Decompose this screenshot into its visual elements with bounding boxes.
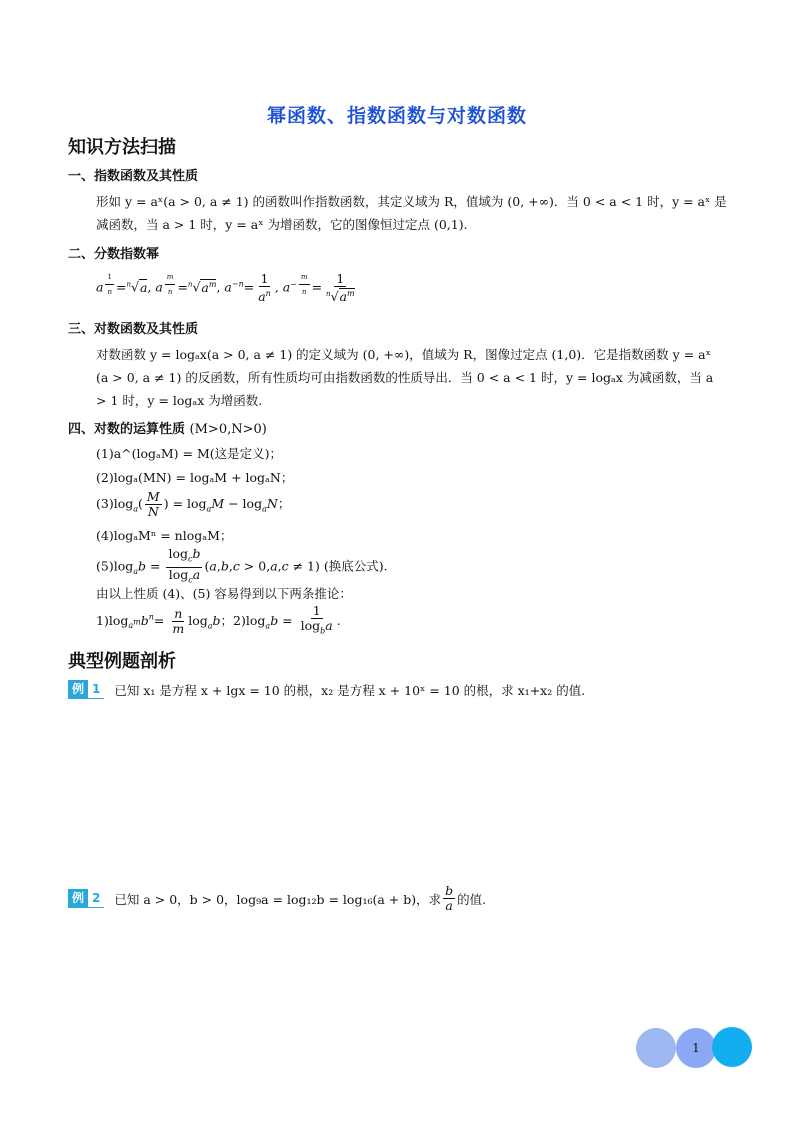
page-decor-circle-left xyxy=(636,1028,676,1068)
log-rule-5: $(5)\log_ab$ = $\frac{\log_cb}{\log_ca}$ (a,b,c > 0,a,c ≠ 1) (换底公式). xyxy=(96,546,388,584)
exponential-line-1: 形如 y = aˣ(a > 0, a ≠ 1) 的函数叫作指数函数，其定义域为 R，值域为 (0, +∞)．当 0 < a < 1 时，y = aˣ 是 xyxy=(96,194,727,209)
example-2 xyxy=(68,884,486,913)
log-rule-2: (2)logₐ(MN) = logₐM + logₐN； xyxy=(96,470,294,485)
page-number: 1 xyxy=(692,1041,700,1055)
example-2-tag xyxy=(68,889,104,908)
logarithm-line-3: > 1 时，y = logₐx 为增函数. xyxy=(96,393,263,408)
log-rule-1: (1)a^(logₐM) = M(这是定义)； xyxy=(96,446,283,461)
exponential-line-2: 减函数，当 a > 1 时，y = aˣ 为增函数，它的图像恒过定点 (0,1). xyxy=(96,217,468,232)
example-2-number: 2 xyxy=(92,891,101,905)
heading-exponential: 一、指数函数及其性质 xyxy=(68,169,199,184)
page-decor-circle-right xyxy=(712,1027,752,1067)
example-1-word: 例 xyxy=(68,680,88,698)
example-2-text-pre: 已知 a > 0，b > 0，log₉a = log₁₂b = log₁₆(a + b)，求 xyxy=(114,891,442,907)
example-1-tag xyxy=(68,680,104,699)
log-rule-4: (4)logₐMⁿ = nlogₐM； xyxy=(96,528,233,543)
example-1 xyxy=(68,680,585,699)
page-title: 幂函数、指数函数与对数函数 xyxy=(266,105,527,127)
example-1-number: 1 xyxy=(92,682,101,696)
heading-fraction-exponent: 二、分数指数幂 xyxy=(68,247,160,262)
log-rules-condition: (M>0,N>0) xyxy=(189,422,267,437)
logarithm-line-1: 对数函数 y = logₐx(a > 0, a ≠ 1) 的定义域为 (0, +∞)，值域为 R，图像过定点 (1,0)．它是指数函数 y = aˣ xyxy=(96,347,711,362)
example-2-fraction: $\frac{b}{a}$ xyxy=(445,883,454,913)
section-heading-examples: 典型例题剖析 xyxy=(68,651,176,672)
fraction-exponent-formula: a $^{\frac{1}{n}}$ =$^n$√a, a $^{\frac{m}{n}}$ $=^n√a^m$, $a^{-n}=$ $\frac{1}{a^n}$ , $a^{- \frac{m}{n}}$ = $\frac{1}{^n√a^m}$ xyxy=(96,271,355,305)
logarithm-line-2: (a > 0, a ≠ 1) 的反函数，所有性质均可由指数函数的性质导出．当 0 < a < 1 时，y = logₐx 为减函数，当 a xyxy=(96,370,714,385)
deduction-intro: 由以上性质 (4)、(5) 容易得到以下两条推论： xyxy=(96,586,352,601)
heading-logarithm: 三、对数函数及其性质 xyxy=(68,322,199,337)
heading-log-rules xyxy=(68,418,267,437)
example-2-word: 例 xyxy=(68,889,88,907)
example-1-text: 已知 x₁ 是方程 x + lgx = 10 的根，x₂ 是方程 x + 10ˣ = 10 的根，求 x₁+x₂ 的值. xyxy=(114,682,586,698)
logarithm-paragraph xyxy=(96,343,730,412)
log-rules-title: 四、对数的运算性质 xyxy=(68,422,186,437)
example-2-text-post: 的值. xyxy=(457,891,487,907)
section-heading-knowledge: 知识方法扫描 xyxy=(68,137,176,158)
log-rule-3: $(3)\log_a$( $\frac{M}{N}$ ) = $\log_aM - \log_aN$； xyxy=(96,489,291,519)
exponential-paragraph xyxy=(96,190,730,236)
deduction-formulas: $1)\log_{a^m}b^n=$ $\frac{n}{m}$ $\log_ab$；$2)\log_ab$ = $\frac{1}{\log_ba}$ . xyxy=(96,603,341,636)
